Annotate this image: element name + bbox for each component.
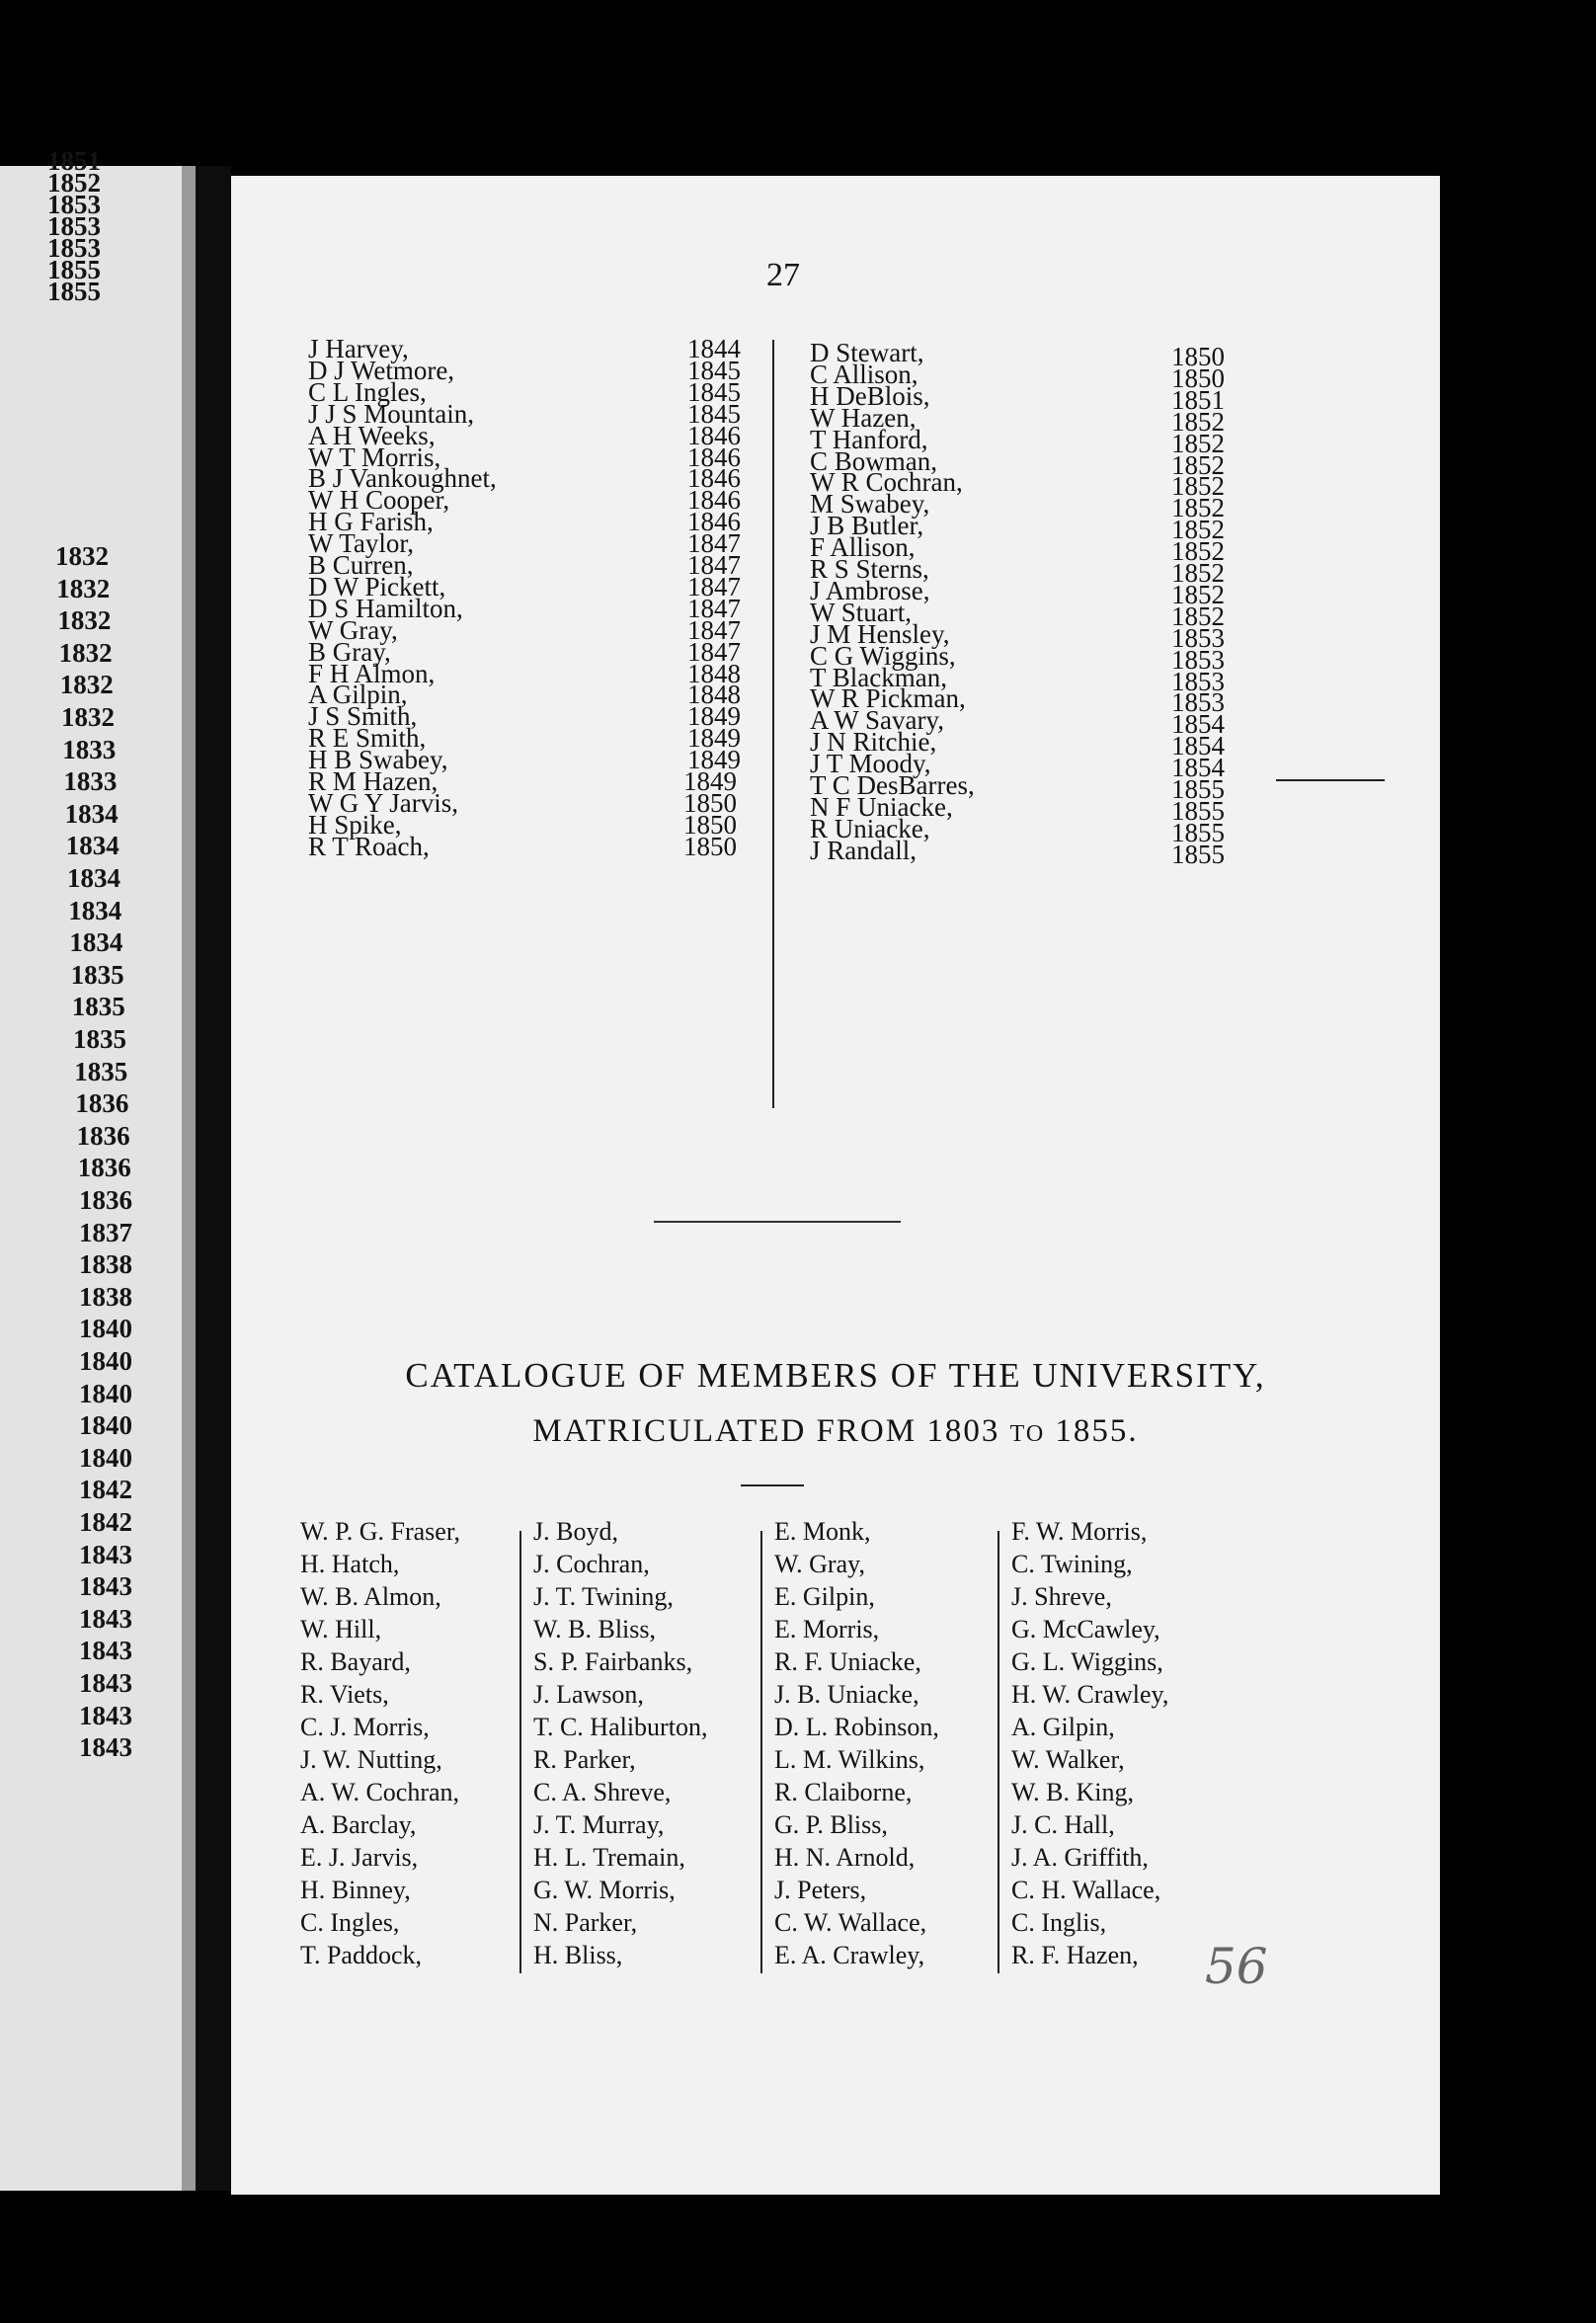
list-right-name: J Randall, <box>810 835 917 865</box>
list-left-name: B Curren, <box>308 550 414 580</box>
previous-page-year: 1834 <box>65 831 120 861</box>
catalogue-member-name: E. J. Jarvis, <box>300 1843 419 1872</box>
previous-page-year: 1834 <box>69 927 123 958</box>
list-right-year: 1852 <box>1171 579 1225 609</box>
list-left-year: 1849 <box>683 766 737 796</box>
previous-page-year: 1838 <box>79 1249 132 1280</box>
list-left-name: F H Almon, <box>308 658 436 688</box>
catalogue-member-name: G. P. Bliss, <box>774 1810 888 1839</box>
list-right-name: W Stuart, <box>810 597 912 627</box>
short-rule <box>741 1484 804 1486</box>
page-number: 27 <box>766 257 800 293</box>
subtitle-to: TO <box>1009 1421 1046 1447</box>
catalogue-member-name: J. B. Uniacke, <box>774 1680 919 1709</box>
catalogue-member-name: T. Paddock, <box>300 1941 422 1969</box>
previous-page-year: 1852 <box>47 168 101 198</box>
list-right-year: 1853 <box>1171 666 1225 696</box>
list-right-year: 1854 <box>1171 709 1225 740</box>
list-left-year: 1847 <box>687 571 741 601</box>
list-right-name: J N Ritchie, <box>810 727 937 758</box>
catalogue-member-name: J. T. Murray, <box>533 1810 665 1839</box>
list-left-year: 1846 <box>687 507 741 537</box>
catalogue-member-name: E. Gilpin, <box>774 1582 875 1611</box>
catalogue-member-name: W. Hill, <box>300 1615 382 1643</box>
catalogue-member-name: G. McCawley, <box>1011 1615 1160 1643</box>
book-gutter <box>196 166 231 2191</box>
list-right-name: J M Hensley, <box>810 618 950 649</box>
previous-page-year: 1834 <box>68 895 122 925</box>
list-left-name: W H Cooper, <box>308 485 450 516</box>
handwritten-annotation: 56 <box>1205 1938 1268 1995</box>
catalogue-member-name: H. Bliss, <box>533 1941 623 1969</box>
catalogue-title: CATALOGUE OF MEMBERS OF THE UNIVERSITY, <box>405 1356 1266 1395</box>
list-left-name: W T Morris, <box>308 441 441 472</box>
catalogue-member-name: H. Binney, <box>300 1876 411 1904</box>
catalogue-column-divider <box>760 1531 762 1973</box>
list-left-year: 1845 <box>687 376 741 407</box>
catalogue-member-name: R. Parker, <box>533 1745 636 1774</box>
book-page <box>231 176 1440 2195</box>
list-right-name: D Stewart, <box>810 338 924 367</box>
list-left-name: H Spike, <box>308 809 402 840</box>
list-left-year: 1846 <box>687 485 741 516</box>
catalogue-member-name: C. H. Wallace, <box>1011 1876 1161 1904</box>
previous-page-year: 1840 <box>79 1314 132 1344</box>
catalogue-member-name: F. W. Morris, <box>1011 1517 1148 1546</box>
list-right-name: A W Savary, <box>810 705 944 736</box>
margin-pen-line <box>1276 779 1385 781</box>
catalogue-member-name: S. P. Fairbanks, <box>533 1647 693 1676</box>
catalogue-member-name: J. A. Griffith, <box>1011 1843 1149 1872</box>
list-left-name: A Gilpin, <box>308 680 408 710</box>
previous-page-year: 1855 <box>47 277 101 306</box>
list-left-year: 1847 <box>687 528 741 559</box>
list-right-year: 1850 <box>1171 342 1225 371</box>
list-left-name: D W Pickett, <box>308 571 446 601</box>
list-left-name: W Gray, <box>308 614 398 645</box>
catalogue-member-name: J. C. Hall, <box>1011 1810 1115 1839</box>
catalogue-member-name: W. P. G. Fraser, <box>300 1517 460 1546</box>
catalogue-subtitle <box>231 1413 1440 1450</box>
previous-page-year: 1853 <box>47 233 101 263</box>
catalogue-member-name: R. Viets, <box>300 1680 389 1709</box>
list-right-year: 1855 <box>1171 774 1225 804</box>
list-left-name: B J Vankoughnet, <box>308 463 497 494</box>
previous-page-year: 1840 <box>79 1346 132 1376</box>
list-left-name: J S Smith, <box>308 701 418 732</box>
list-right-year: 1853 <box>1171 644 1225 675</box>
list-right-year: 1852 <box>1171 558 1225 588</box>
catalogue-member-name: R. Claiborne, <box>774 1778 913 1806</box>
list-left-name: D J Wetmore, <box>308 355 455 385</box>
previous-page-year: 1832 <box>55 541 109 571</box>
list-right-name: H DeBlois, <box>810 380 930 411</box>
catalogue-member-name: J. Cochran, <box>533 1550 650 1578</box>
catalogue-member-name: H. Hatch, <box>300 1550 400 1578</box>
catalogue-member-name: E. Monk, <box>774 1517 871 1546</box>
catalogue-member-name: A. W. Cochran, <box>300 1778 460 1806</box>
previous-page-year: 1842 <box>79 1507 132 1537</box>
catalogue-member-name: C. A. Shreve, <box>533 1778 672 1806</box>
list-left-name: J J S Mountain, <box>308 398 475 429</box>
list-left-name: R T Roach, <box>308 831 430 861</box>
previous-page-year: 1840 <box>79 1442 132 1473</box>
previous-page-year: 1853 <box>47 211 101 241</box>
catalogue-member-name: J. Lawson, <box>533 1680 644 1709</box>
catalogue-member-name: J. Boyd, <box>533 1517 618 1546</box>
list-left-year: 1847 <box>687 550 741 580</box>
previous-page-year: 1833 <box>63 766 118 797</box>
column-divider <box>772 340 774 1108</box>
catalogue-member-name: A. Gilpin, <box>1011 1713 1115 1741</box>
previous-page-year: 1836 <box>76 1120 130 1151</box>
previous-page-year: 1843 <box>79 1603 132 1634</box>
previous-page-year: 1843 <box>79 1732 132 1763</box>
list-left-name: A H Weeks, <box>308 420 436 450</box>
catalogue-member-name: E. Morris, <box>774 1615 880 1643</box>
list-right-name: F Allison, <box>810 532 916 563</box>
catalogue-member-name: W. Walker, <box>1011 1745 1125 1774</box>
list-right-name: R Uniacke, <box>810 813 930 843</box>
list-right-year: 1852 <box>1171 406 1225 437</box>
list-right-year: 1852 <box>1171 536 1225 567</box>
list-left-name: H G Farish, <box>308 507 434 537</box>
previous-page-year: 1836 <box>77 1153 131 1183</box>
list-right-year: 1851 <box>1171 384 1225 415</box>
list-left-year: 1846 <box>687 463 741 494</box>
previous-page-year: 1853 <box>47 190 101 219</box>
list-left-name: R M Hazen, <box>308 766 439 796</box>
list-left-name: D S Hamilton, <box>308 593 463 623</box>
previous-page-year: 1837 <box>79 1217 132 1247</box>
previous-page-year: 1834 <box>64 798 119 829</box>
previous-page-year: 1838 <box>79 1281 132 1312</box>
previous-page-year: 1832 <box>59 670 114 700</box>
catalogue-column-divider <box>998 1531 999 1973</box>
list-left-year: 1846 <box>687 441 741 472</box>
list-left-name: J Harvey, <box>308 334 409 363</box>
catalogue-member-name: W. B. Almon, <box>300 1582 441 1611</box>
previous-page-year: 1840 <box>79 1410 132 1441</box>
list-right-year: 1852 <box>1171 471 1225 502</box>
catalogue-member-name: W. B. Bliss, <box>533 1615 657 1643</box>
list-right-name: W R Pickman, <box>810 683 966 714</box>
previous-page-year: 1842 <box>79 1475 132 1505</box>
list-right-year: 1854 <box>1171 753 1225 783</box>
catalogue-member-name: C. J. Morris, <box>300 1713 430 1741</box>
catalogue-member-name: A. Barclay, <box>300 1810 417 1839</box>
previous-page-year: 1832 <box>57 605 112 636</box>
list-left-year: 1850 <box>683 787 737 818</box>
list-right-name: M Swabey, <box>810 489 930 520</box>
catalogue-member-name: C. W. Wallace, <box>774 1908 927 1937</box>
list-left-year: 1846 <box>687 420 741 450</box>
list-right-name: W R Cochran, <box>810 467 963 498</box>
list-right-name: T C DesBarres, <box>810 770 975 800</box>
previous-page-year: 1833 <box>62 734 117 764</box>
previous-page-fragment <box>0 146 196 2191</box>
list-left-year: 1847 <box>687 614 741 645</box>
previous-page-year: 1855 <box>47 255 101 284</box>
catalogue-member-name: R. F. Uniacke, <box>774 1647 921 1676</box>
list-left-year: 1848 <box>687 680 741 710</box>
list-right-name: J Ambrose, <box>810 575 930 605</box>
list-left-name: R E Smith, <box>308 723 427 754</box>
catalogue-member-name: C. Inglis, <box>1011 1908 1107 1937</box>
list-right-year: 1852 <box>1171 493 1225 523</box>
catalogue-member-name: J. T. Twining, <box>533 1582 674 1611</box>
previous-page-year: 1843 <box>79 1571 132 1602</box>
catalogue-member-name: G. W. Morris, <box>533 1876 676 1904</box>
catalogue-member-name: T. C. Haliburton, <box>533 1713 708 1741</box>
catalogue-member-name: N. Parker, <box>533 1908 638 1937</box>
previous-page-year: 1836 <box>75 1088 129 1119</box>
catalogue-member-name: H. N. Arnold, <box>774 1843 916 1872</box>
list-left-year: 1845 <box>687 355 741 385</box>
list-left-year: 1847 <box>687 593 741 623</box>
catalogue-member-name: J. Shreve, <box>1011 1582 1112 1611</box>
list-right-name: T Blackman, <box>810 662 947 692</box>
catalogue-member-name: J. W. Nutting, <box>300 1745 442 1774</box>
list-right-year: 1853 <box>1171 622 1225 653</box>
previous-page-year: 1832 <box>58 637 113 668</box>
catalogue-member-name: C. Ingles, <box>300 1908 400 1937</box>
catalogue-member-name: W. B. King, <box>1011 1778 1134 1806</box>
list-right-name: N F Uniacke, <box>810 791 953 822</box>
previous-page-year: 1843 <box>79 1636 132 1666</box>
list-right-year: 1854 <box>1171 731 1225 761</box>
previous-page-year: 1843 <box>79 1700 132 1730</box>
catalogue-member-name: W. Gray, <box>774 1550 865 1578</box>
list-left-year: 1847 <box>687 636 741 667</box>
previous-page-year: 1835 <box>71 992 125 1022</box>
list-left-name: C L Ingles, <box>308 376 427 407</box>
previous-page-year: 1840 <box>79 1378 132 1408</box>
list-left-year: 1849 <box>687 745 741 775</box>
list-right-year: 1852 <box>1171 428 1225 458</box>
list-left-year: 1845 <box>687 398 741 429</box>
catalogue-member-name: G. L. Wiggins, <box>1011 1647 1163 1676</box>
previous-page-year: 1836 <box>79 1185 132 1215</box>
list-left-year: 1848 <box>687 658 741 688</box>
previous-page-year: 1832 <box>56 573 111 603</box>
list-left-name: H B Swabey, <box>308 745 448 775</box>
catalogue-member-name: H. W. Crawley, <box>1011 1680 1169 1709</box>
list-right-name: J B Butler, <box>810 511 924 541</box>
previous-page-year: 1835 <box>74 1056 128 1086</box>
list-left-name: W Taylor, <box>308 528 415 559</box>
list-left-name: B Gray, <box>308 636 391 667</box>
previous-page-year: 1843 <box>79 1668 132 1698</box>
previous-page-year: 1835 <box>70 959 124 990</box>
list-left-year: 1849 <box>687 701 741 732</box>
previous-page-year: 1851 <box>47 146 101 176</box>
list-right-year: 1852 <box>1171 449 1225 480</box>
catalogue-member-name: L. M. Wilkins, <box>774 1745 925 1774</box>
list-right-name: C G Wiggins, <box>810 640 956 671</box>
previous-page-year: 1843 <box>79 1539 132 1569</box>
list-left-year: 1844 <box>687 334 741 363</box>
list-right-year: 1850 <box>1171 362 1225 393</box>
previous-page-year: 1834 <box>67 863 120 893</box>
list-right-year: 1852 <box>1171 515 1225 545</box>
list-right-name: C Allison, <box>810 359 918 389</box>
catalogue-member-name: E. A. Crawley, <box>774 1941 925 1969</box>
catalogue-member-name: J. Peters, <box>774 1876 867 1904</box>
list-right-name: T Hanford, <box>810 424 928 454</box>
list-right-year: 1853 <box>1171 687 1225 718</box>
list-right-year: 1855 <box>1171 817 1225 847</box>
section-rule <box>654 1221 901 1223</box>
list-left-name: W G Y Jarvis, <box>308 787 458 818</box>
subtitle-main: MATRICULATED FROM 1803 <box>532 1413 1000 1449</box>
catalogue-member-name: C. Twining, <box>1011 1550 1133 1578</box>
catalogue-member-name: R. Bayard, <box>300 1647 411 1676</box>
previous-page-year: 1835 <box>73 1024 126 1054</box>
previous-page-year: 1832 <box>61 702 115 732</box>
catalogue-member-name: R. F. Hazen, <box>1011 1941 1139 1969</box>
list-right-year: 1852 <box>1171 601 1225 631</box>
subtitle-end: 1855. <box>1055 1413 1139 1449</box>
catalogue-member-name: D. L. Robinson, <box>774 1713 939 1741</box>
list-right-name: J T Moody, <box>810 749 931 779</box>
list-right-year: 1855 <box>1171 839 1225 869</box>
list-right-name: C Bowman, <box>810 445 938 476</box>
catalogue-column-divider <box>519 1531 521 1973</box>
list-left-year: 1850 <box>683 831 737 861</box>
list-left-year: 1850 <box>683 809 737 840</box>
list-right-name: R S Sterns, <box>810 554 929 584</box>
catalogue-member-name: H. L. Tremain, <box>533 1843 685 1872</box>
list-right-year: 1855 <box>1171 795 1225 826</box>
list-left-year: 1849 <box>687 723 741 754</box>
list-right-name: W Hazen, <box>810 402 917 433</box>
